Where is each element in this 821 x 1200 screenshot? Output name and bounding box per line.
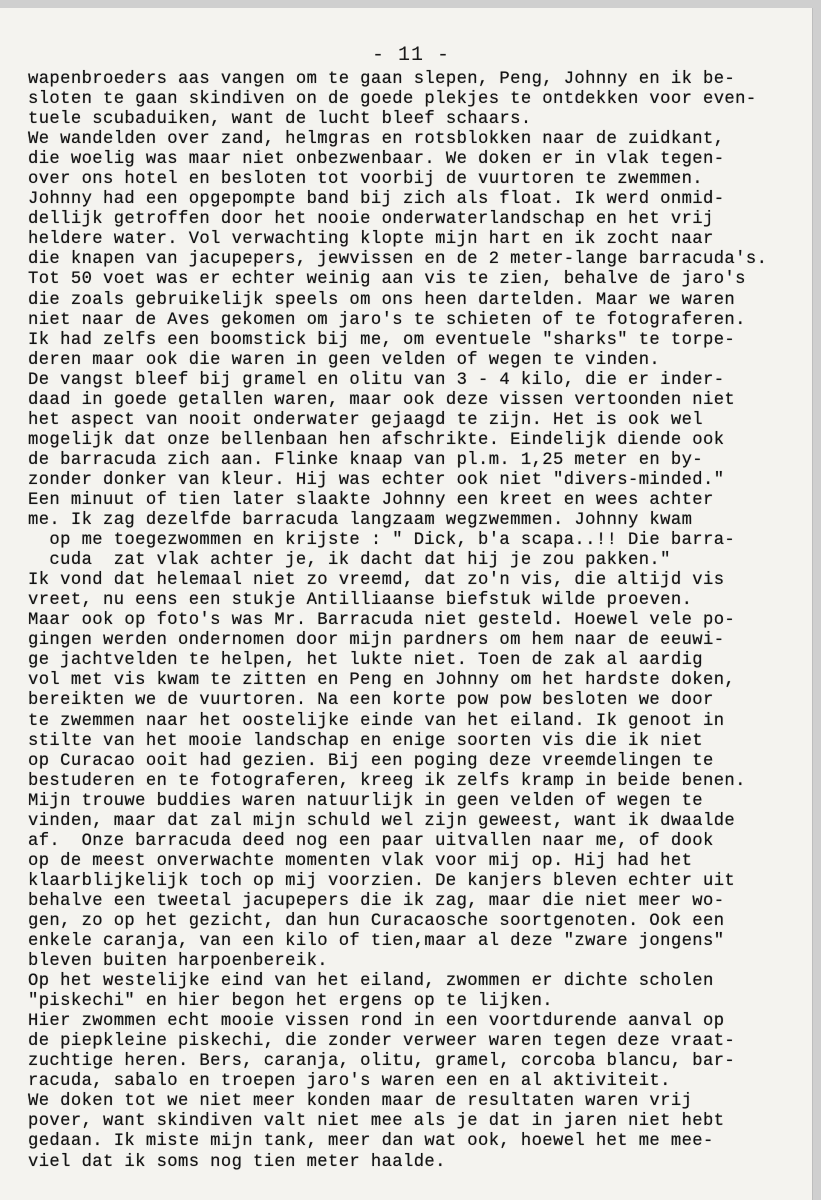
text-line: niet naar de Aves gekomen om jaro's te schieten of te fotograferen. [28, 310, 746, 330]
text-line: Een minuut of tien later slaakte Johnny een kreet en wees achter [28, 490, 714, 510]
body-text [28, 70, 788, 1173]
text-line: deren maar ook die waren in geen velden of wegen te vinden. [28, 350, 661, 370]
text-line: Maar ook op foto's was Mr. Barracuda niet gesteld. Hoewel vele po- [28, 611, 736, 631]
text-line: klaarblijkelijk toch op mij voorzien. De kanjers bleven echter uit [28, 871, 736, 891]
text-line: dellijk getroffen door het nooie onderwaterlandschap en het vrij [28, 210, 714, 230]
page-number: - 11 - [371, 44, 450, 67]
text-line: zonder donker van kleur. Hij was echter ook niet "divers-minded." [28, 470, 725, 490]
text-line: sloten te gaan skindiven on de goede plekjes te ontdekken voor even- [28, 90, 757, 110]
text-line: vinden, maar dat zal mijn schuld wel zijn geweest, want ik dwaalde [28, 811, 736, 831]
text-line: zuchtige heren. Bers, caranja, olitu, gramel, corcoba blancu, bar- [28, 1052, 736, 1072]
text-line: We doken tot we niet meer konden maar de resultaten waren vrij [28, 1092, 693, 1112]
text-line: racuda, sabalo en troepen jaro's waren een en al aktiviteit. [28, 1072, 671, 1092]
text-line: mogelijk dat onze bellenbaan hen afschrikte. Eindelijk diende ook [28, 430, 725, 450]
text-line: bestuderen en te fotograferen, kreeg ik zelfs kramp in beide benen. [28, 771, 746, 791]
text-line: stilte van het mooie landschap en enige soorten vis die ik niet [28, 731, 703, 751]
text-line: me. Ik zag dezelfde barracuda langzaam wegzwemmen. Johnny kwam [28, 511, 693, 531]
text-line: op de meest onverwachte momenten vlak voor mij op. Hij had het [28, 851, 693, 871]
text-line: We wandelden over zand, helmgras en rotsblokken naar de zuidkant, [28, 130, 725, 150]
text-line: viel dat ik soms nog tien meter haalde. [28, 1152, 446, 1172]
text-line: gingen werden ondernomen door mijn pardners om hem naar de eeuwi- [28, 631, 725, 651]
text-line: de barracuda zich aan. Flinke knaap van pl.m. 1,25 meter en by- [28, 450, 703, 470]
text-line: die knapen van jacupepers, jewvissen en de 2 meter-lange barracuda's. [28, 250, 768, 270]
text-line: ge jachtvelden te helpen, het lukte niet. Toen de zak al aardig [28, 651, 703, 671]
text-line: pover, want skindiven valt niet mee als je dat in jaren niet hebt [28, 1112, 725, 1132]
text-line: wapenbroeders aas vangen om te gaan slepen, Peng, Johnny en ik be- [28, 70, 736, 89]
text-line: Hier zwommen echt mooie vissen rond in een voortdurende aanval op [28, 1012, 725, 1032]
text-line: behalve een tweetal jacupepers die ik zag, maar die niet meer wo- [28, 891, 725, 911]
text-line: over ons hotel en besloten tot voorbij de vuurtoren te zwemmen. [28, 170, 703, 190]
text-line: vreet, nu eens een stukje Antilliaanse biefstuk wilde proeven. [28, 591, 693, 611]
text-line: gedaan. Ik miste mijn tank, meer dan wat ook, hoewel het me mee- [28, 1132, 714, 1152]
text-line: "piskechi" en hier begon het ergens op te lijken. [28, 992, 553, 1012]
text-line: Johnny had een opgepompte band bij zich als float. Ik werd onmid- [28, 190, 725, 210]
text-line: Ik had zelfs een boomstick bij me, om eventuele "sharks" te torpe- [28, 330, 736, 350]
text-line: vol met vis kwam te zitten en Peng en Johnny om het hardste doken, [28, 671, 736, 691]
text-line: de piepkleine piskechi, die zonder verweer waren tegen deze vraat- [28, 1032, 736, 1052]
text-line: gen, zo op het gezicht, dan hun Curacaosche soortgenoten. Ook een [28, 911, 725, 931]
text-line: cuda zat vlak achter je, ik dacht dat hij je zou pakken." [28, 551, 671, 571]
text-line: op me toegezwommen en krijste : " Dick, b'a scapa..!! Die barra- [28, 531, 736, 551]
text-line: tuele scubaduiken, want de lucht bleef schaars. [28, 110, 532, 130]
text-line: die zoals gebruikelijk speels om ons heen dartelden. Maar we waren [28, 290, 736, 310]
text-line: die woelig was maar niet onbezwenbaar. We doken er in vlak tegen- [28, 150, 725, 170]
text-line: het aspect van nooit onderwater gejaagd te zijn. Het is ook wel [28, 410, 703, 430]
text-line: De vangst bleef bij gramel en olitu van 3 - 4 kilo, die er inder- [28, 370, 725, 390]
text-line: Tot 50 voet was er echter weinig aan vis te zien, behalve de jaro's [28, 270, 746, 290]
text-line: daad in goede getallen waren, maar ook deze vissen vertoonden niet [28, 390, 736, 410]
text-line: enkele caranja, van een kilo of tien,maar al deze "zware jongens" [28, 932, 725, 952]
text-line: bleven buiten harpoenbereik. [28, 952, 328, 972]
text-line: Mijn trouwe buddies waren natuurlijk in geen velden of wegen te [28, 791, 703, 811]
text-line: bereikten we de vuurtoren. Na een korte pow pow besloten we door [28, 691, 714, 711]
text-line: Op het westelijke eind van het eiland, zwommen er dichte scholen [28, 972, 714, 992]
text-line: af. Onze barracuda deed nog een paar uitvallen naar me, of dook [28, 831, 714, 851]
text-line: heldere water. Vol verwachting klopte mijn hart en ik zocht naar [28, 230, 714, 250]
text-line: Ik vond dat helemaal niet zo vreemd, dat zo'n vis, die altijd vis [28, 571, 725, 591]
text-line: te zwemmen naar het oostelijke einde van het eiland. Ik genoot in [28, 711, 725, 731]
typewritten-page [0, 8, 812, 1200]
text-line: op Curacao ooit had gezien. Bij een poging deze vreemdelingen te [28, 751, 714, 771]
